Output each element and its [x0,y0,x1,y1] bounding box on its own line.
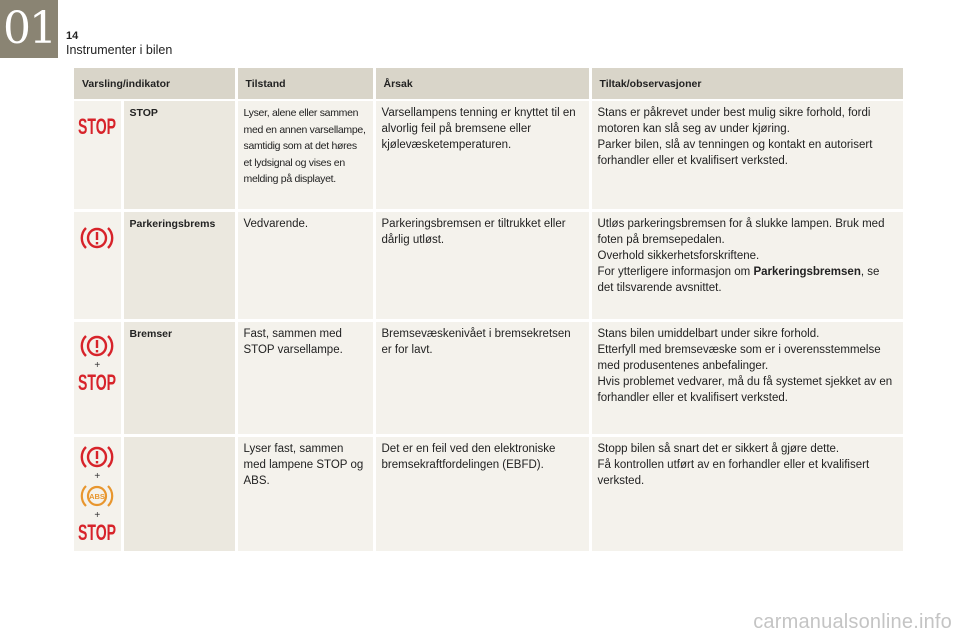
table-row [74,100,903,210]
action-line: Hvis problemet vedvarer, må du få systemet sjekket av en forhandler eller et kvalifisert verksted. [597,375,893,404]
column-header-cause: Årsak [374,68,590,100]
table-row [74,435,903,552]
action-line: Få kontrollen utført av en forhandler eller et kvalifisert verksted. [597,458,870,487]
action-line: Utløs parkeringsbremsen for å slukke lampen. Bruk med foten på bremsepedalen. [597,217,885,246]
column-header-indicator: Varsling/indikator [74,68,236,100]
abs-icon [80,482,114,510]
action-line: Stans bilen umiddelbart under sikre forhold. [597,327,820,340]
brake-warning-icon [80,224,114,252]
cross-reference-parking-brake: Parkeringsbremsen [753,265,861,278]
action-text [590,210,903,320]
cause-text: Parkeringsbremsen er tiltrukket eller dårlig utløst. [374,210,590,320]
svg-text:STOP: STOP [78,519,117,545]
section-title: Instrumenter i bilen [66,43,173,57]
column-header-state: Tilstand [236,68,374,100]
abs-icon-text: ABS [89,491,106,501]
indicator-label: Parkeringsbrems [122,210,236,320]
plus-sign: + [94,470,101,482]
indicator-label: STOP [122,100,236,210]
cause-text: Varsellampens tenning er knyttet til en alvorlig feil på bremsene eller kjølevæsketemperaturen. [374,100,590,210]
plus-sign: + [94,359,101,371]
action-text [590,100,903,210]
indicator-icon-cell [74,210,122,320]
action-line [598,264,898,296]
indicator-icon-cell [74,435,122,552]
action-text-part: , se det tilsvarende avsnittet. [597,265,880,294]
warning-lights-table [74,68,903,554]
plus-sign: + [94,509,101,521]
table-row [74,320,903,435]
svg-text:STOP: STOP [78,114,117,139]
column-header-action: Tiltak/observasjoner [590,68,903,100]
indicator-label [122,435,236,552]
watermark: carmanualsonline.info [753,611,952,633]
svg-text:STOP: STOP [78,369,117,395]
brake-warning-icon [80,332,114,360]
stop-icon [77,115,117,137]
table-header-row [74,68,903,100]
indicator-label: Bremser [122,320,236,435]
brake-warning-icon [80,443,114,471]
action-text-part: For ytterligere informasjon om [597,265,754,278]
action-line: Etterfyll med bremsevæske som er i overensstemmelse med produsentenes anbefalinger. [597,343,881,372]
chapter-tab: 01 [0,0,58,58]
action-text [590,435,903,552]
stop-icon [77,521,117,543]
table-row [74,210,903,320]
state-text: Vedvarende. [236,210,374,320]
action-line: Overhold sikkerhetsforskriftene. [597,249,760,262]
stop-icon [77,371,117,393]
action-line: Stopp bilen så snart det er sikkert å gjøre dette. [597,442,840,455]
cause-text: Det er en feil ved den elektroniske bremsekraftfordelingen (EBFD). [374,435,590,552]
action-line: Parker bilen, slå av tenningen og kontakt en autorisert forhandler eller et kvalifisert verksted. [597,139,873,167]
action-text [590,320,903,435]
action-line: Stans er påkrevet under best mulig sikre forhold, fordi motoren kan slå seg av under kjøring. [597,107,871,135]
indicator-icon-cell [74,100,122,210]
cause-text: Bremsevæskenivået i bremsekretsen er for lavt. [374,320,590,435]
state-text: Fast, sammen med STOP varsellampe. [236,320,374,435]
indicator-icon-cell [74,320,122,435]
page-number: 14 [66,30,79,42]
state-text: Lyser, alene eller sammen med en annen varsellampe, samtidig som at det høres et lydsignal og vises en melding på displayet. [236,100,374,210]
state-text: Lyser fast, sammen med lampene STOP og ABS. [236,435,374,552]
